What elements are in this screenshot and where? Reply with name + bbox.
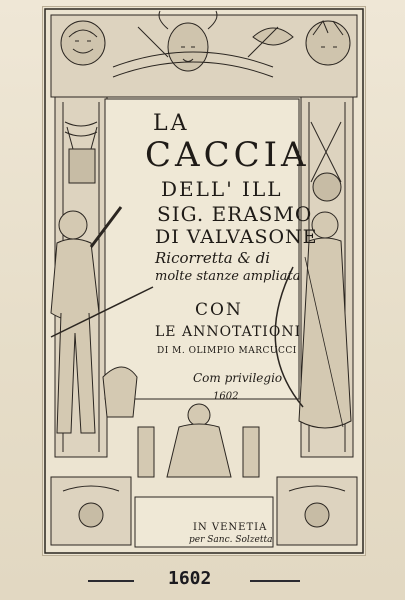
top-frieze [51, 11, 357, 97]
privilege-line: Com privilegio [193, 371, 283, 385]
title-line-sig: SIG. ERASMO [157, 202, 313, 226]
author-line: DI M. OLIMPIO MARCUCCI [157, 346, 297, 356]
seated-figure [138, 404, 259, 477]
engraved-frontispiece [42, 6, 366, 556]
imprint-place: IN VENETIA [193, 522, 268, 533]
dash-left [88, 580, 134, 582]
title-line-di: DI VALVASONE [155, 226, 318, 248]
title-line-annotationi: LE ANNOTATIONI [155, 324, 302, 340]
title-line-dell: DELL' ILL [161, 177, 283, 201]
dash-right [250, 580, 300, 582]
engraved-year: 1602 [213, 391, 239, 402]
title-line-con: CON [195, 300, 243, 320]
title-line-molte: molte stanze ampliata [155, 269, 301, 284]
title-line-caccia: CACCIA [145, 135, 310, 175]
title-line-ricorretta: Ricorretta & di [155, 249, 271, 267]
title-line-la: LA [153, 111, 190, 136]
handwritten-year: 1602 [168, 568, 212, 589]
imprint-printer: per Sanc. Solzetta [189, 535, 273, 545]
